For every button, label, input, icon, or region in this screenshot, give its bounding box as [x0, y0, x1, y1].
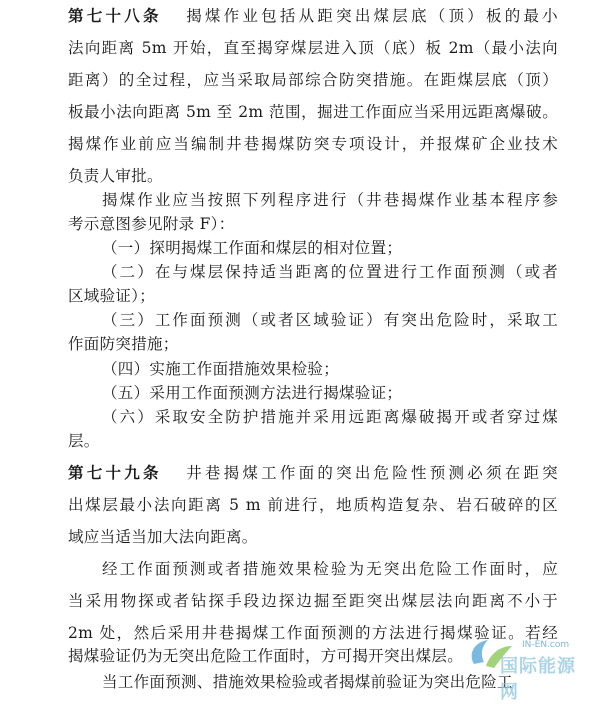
article-78-text: 揭煤作业包括从距突出煤层底（顶）板的最小: [186, 7, 558, 25]
procedure-intro-line-1: 揭煤作业应当按照下列程序进行（井巷揭煤作业基本程序参: [102, 191, 558, 209]
procedure-intro-line-2: 考示意图参见附录 F）：: [68, 215, 235, 233]
article-78-line-4: 板最小法向距离 5m 至 2m 范围，掘进工作面应当采用远距离爆破。: [68, 103, 558, 121]
step-6-line-1: （六）采取安全防护措施并采用远距离爆破揭开或者穿过煤: [102, 408, 558, 426]
watermark: [460, 636, 590, 703]
article-79-p2-line-3: 2m 处，然后采用井巷揭煤工作面预测的方法进行揭煤验证。若经: [68, 624, 558, 642]
article-79-p2-line-2: 当采用物探或者钻探手段边探边掘至距突出煤层法向距离不小于: [68, 592, 558, 610]
step-2-line-1: （二）在与煤层保持适当距离的位置进行工作面预测（或者: [102, 263, 558, 281]
article-79-heading: 第七十九条: [68, 463, 162, 482]
step-5: （五）采用工作面预测方法进行揭煤验证；: [102, 384, 403, 402]
article-79-line-3: 域应当适当加大法向距离。: [68, 528, 258, 546]
step-3-line-1: （三）工作面预测（或者区域验证）有突出危险时，采取工: [102, 311, 558, 329]
step-6-line-2: 层。: [68, 432, 100, 450]
step-1: （一）探明揭煤工作面和煤层的相对位置；: [102, 239, 403, 257]
article-79-p3-line-1: 当工作面预测、措施效果检验或者揭煤前验证为突出危险工: [102, 673, 513, 691]
watermark-site: IN-EN.com: [522, 640, 570, 650]
article-78-line-2: 法向距离 5m 开始，直至揭穿煤层进入顶（底）板 2m（最小法向: [68, 39, 558, 57]
article-79-p2-line-4: 揭煤验证仍为无突出危险工作面时，方可揭开突出煤层。: [68, 647, 464, 665]
article-78-line-6: 负责人审批。: [68, 167, 163, 185]
article-79-line-2: 出煤层最小法向距离 5 m 前进行，地质构造复杂、岩石破碎的区: [68, 496, 558, 514]
article-78-line-1: [68, 6, 558, 26]
step-4: （四）实施工作面措施效果检验；: [102, 360, 340, 378]
article-78-line-5: 揭煤作业前应当编制井巷揭煤防突专项设计，并报煤矿企业技术: [68, 135, 558, 153]
article-79-line-1: [68, 463, 558, 483]
step-2-line-2: 区域验证）；: [68, 287, 156, 305]
article-78-heading: 第七十八条: [68, 6, 162, 25]
article-78-line-3: 距离）的全过程，应当采取局部综合防突措施。在距煤层底（顶）: [68, 71, 558, 89]
article-79-p2-line-1: 经工作面预测或者措施效果检验为无突出危险工作面时，应: [102, 560, 558, 578]
step-3-line-2: 作面防突措施；: [68, 335, 179, 353]
article-79-text: 井巷揭煤工作面的突出危险性预测必须在距突: [186, 464, 558, 482]
watermark-name: 国际能源网: [500, 656, 576, 703]
